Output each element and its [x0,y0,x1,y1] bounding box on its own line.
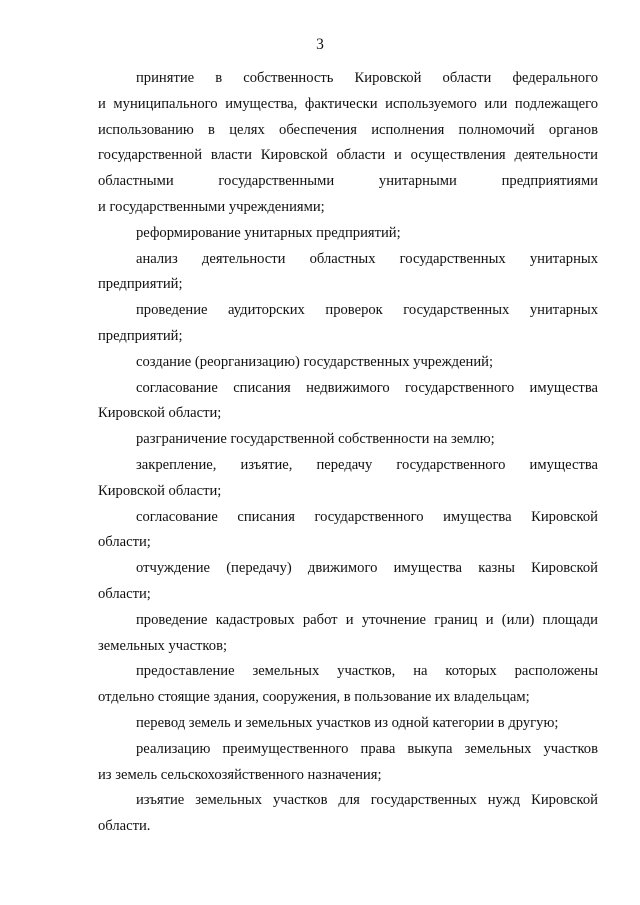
paragraph-line: земельных участков; [98,637,228,654]
paragraph-line: реформирование унитарных предприятий; [136,224,401,241]
paragraph-line: согласование списания государственного имущества Кировской [136,508,598,525]
document-body [98,66,598,840]
paragraph [98,221,598,247]
paragraph [98,556,598,608]
paragraph-line: создание (реорганизацию) государственных учреждений; [136,353,494,370]
paragraph-line: предприятий; [98,276,183,293]
paragraph [98,247,598,299]
paragraph-line: разграничение государственной собственности на землю; [136,431,495,448]
paragraph-line: отчуждение (передачу) движимого имущества казны Кировской [136,560,598,577]
paragraph-line: Кировской области; [98,482,222,499]
paragraph-line: области. [98,818,151,835]
paragraph-line: областными государственными унитарными предприятиями [98,173,598,190]
paragraph [98,659,598,711]
paragraph [98,66,598,221]
paragraph-line: проведение кадастровых работ и уточнение границ и (или) площади [136,611,598,628]
paragraph [98,608,598,660]
paragraph [98,711,598,737]
paragraph-line: предприятий; [98,327,183,344]
page-number: 3 [316,36,324,53]
paragraph-line: согласование списания недвижимого государственного имущества [136,379,598,396]
paragraph-line: и государственными учреждениями; [98,198,325,215]
paragraph [98,453,598,505]
paragraph-line: изъятие земельных участков для государственных нужд Кировской [136,792,598,809]
paragraph-line: реализацию преимущественного права выкупа земельных участков [136,740,598,757]
paragraph [98,376,598,428]
paragraph-line: Кировской области; [98,405,222,422]
paragraph-line: области; [98,534,151,551]
paragraph-line: отдельно стоящие здания, сооружения, в пользование их владельцам; [98,689,530,706]
paragraph-line: и муниципального имущества, фактически используемого или подлежащего [98,95,598,112]
paragraph [98,298,598,350]
paragraph-line: проведение аудиторских проверок государственных унитарных [136,302,598,319]
paragraph [98,350,598,376]
paragraph-line: анализ деятельности областных государственных унитарных [136,250,598,267]
paragraph-line: перевод земель и земельных участков из одной категории в другую; [136,714,559,731]
paragraph-line: государственной власти Кировской области и осуществления деятельности [98,147,598,164]
paragraph-line: из земель сельскохозяйственного назначения; [98,766,382,783]
paragraph-line: принятие в собственность Кировской области федерального [136,70,598,86]
paragraph-line: предоставление земельных участков, на которых расположены [136,663,598,680]
paragraph [98,505,598,557]
paragraph [98,737,598,789]
paragraph [98,427,598,453]
paragraph-line: закрепление, изъятие, передачу государственного имущества [136,456,598,473]
paragraph [98,788,598,840]
paragraph-line: использованию в целях обеспечения исполнения полномочий органов [98,121,598,138]
paragraph-line: области; [98,585,151,602]
